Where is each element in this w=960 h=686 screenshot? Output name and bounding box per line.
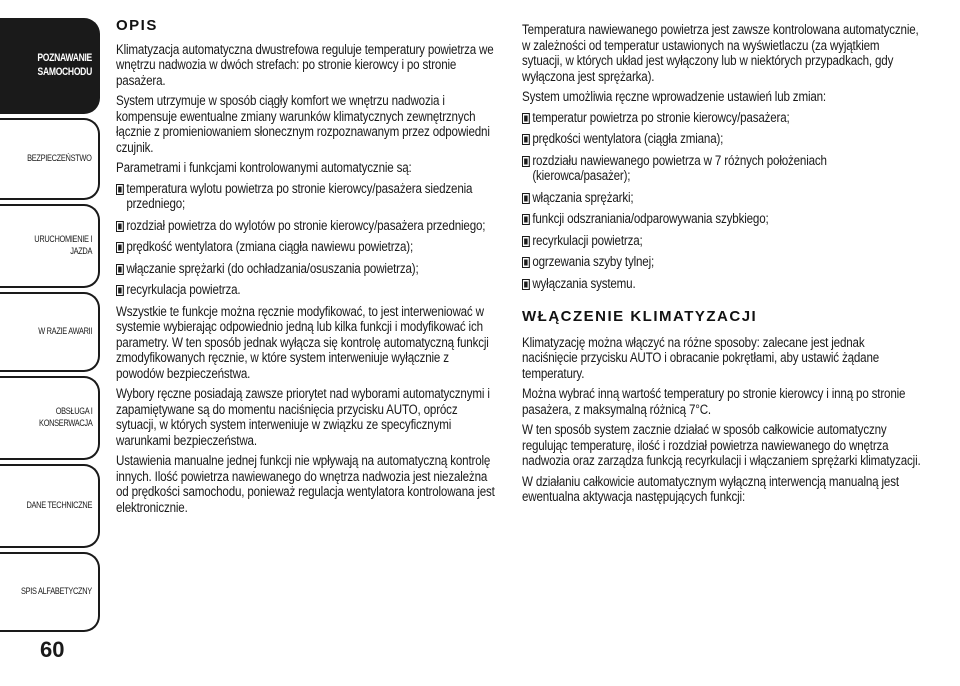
paragraph: Wybory ręczne posiadają zawsze priorytet nad wyborami automatycznymi i zapamiętywane są do momentu naciśnięcia przycisku AUTO, oprócz sytuacji, w których system interweniuje w związku ze specyficznymi warunkami bezpieczeństwa. <box>116 386 490 448</box>
paragraph: System utrzymuje w sposób ciągły komfort we wnętrzu nadwozia i kompensuje ewentualne zmiany warunków klimatycznych zewnętrznych łącznie z promieniowaniem słonecznym rozpoznawanym przez odpowiedni czujnik. <box>116 93 490 155</box>
tab-w-razie-awarii[interactable] <box>0 292 100 372</box>
tab-obsluga-i-konserwacja[interactable] <box>0 376 100 460</box>
paragraph: Wszystkie te funkcje można ręcznie modyfikować, to jest interweniować w systemie wybierając odpowiednio jedną lub kilka funkcji i modyfikować ich parametry. W ten sposób jednak wyłącza się kontrolę automatyczną funkcji zmodyfikowanych ręcznie, w które system interweniuje wyłącznie z powodów bezpieczeństwa. <box>116 303 489 381</box>
tab-uruchomienie-i-jazda[interactable] <box>0 204 100 288</box>
tab-label: URUCHOMIENIE I JAZDA <box>34 234 92 257</box>
section-heading-wlaczenie-klimatyzacji: WŁĄCZENIE KLIMATYZACJI <box>522 308 758 325</box>
paragraph: Ustawienia manualne jednej funkcji nie wpływają na automatyczną kontrolę innych. Ilość powietrza nawiewanego do wnętrza nadwozia jest niezależna od prędkości samochodu, ponieważ regulacja wentylatora kontrolowana jest elektronicznie. <box>116 453 495 515</box>
tab-spis-alfabetyczny[interactable] <box>0 552 100 632</box>
tab-poznawanie-samochodu[interactable] <box>0 18 100 114</box>
list-item: prędkości wentylatora (ciągła zmiana); <box>522 131 921 147</box>
list-item: ogrzewania szyby tylnej; <box>522 254 921 270</box>
manual-settings-list <box>522 110 922 292</box>
paragraph: W ten sposób system zacznie działać w sposób całkowicie automatyczny regulując temperaturę, ilość i rozdział powietrza nawiewanego do wnętrza nadwozia oraz zarządza funkcją recyrkulacji i włączaniem sprężarki klimatyzacji. <box>522 422 921 468</box>
tab-dane-techniczne[interactable] <box>0 464 100 548</box>
paragraph: Klimatyzację można włączyć na różne sposoby: zalecane jest jednak naciśnięcie przycisku AUTO i obracanie pokrętłami, aby ustawić żądane temperatury. <box>522 334 880 381</box>
tab-label: DANE TECHNICZNE <box>26 500 92 512</box>
auto-functions-list <box>116 181 496 298</box>
paragraph: Temperatura nawiewanego powietrza jest zawsze kontrolowana automatycznie, w zależności od temperatur ustawionych na wyświetlaczu (za wyjątkiem sytuacji, w których układ jest wyłączony lub w niektórych przypadkach, gdy wyłączona jest sprężarka). <box>522 22 919 84</box>
tab-bezpieczenstwo[interactable] <box>0 118 100 200</box>
list-item: rozdział powietrza do wylotów po stronie kierowcy/pasażera przedniego; <box>116 218 495 234</box>
list-item: funkcji odszraniania/odparowywania szybkiego; <box>522 211 921 227</box>
tab-label: BEZPIECZEŃSTWO <box>27 153 92 165</box>
tab-label: POZNAWANIE SAMOCHODU <box>37 52 92 78</box>
left-column <box>116 18 496 520</box>
paragraph: Klimatyzacja automatyczna dwustrefowa reguluje temperatury powietrza we wnętrzu nadwozia w dwóch strefach: po stronie kierowcy i po stronie pasażera. <box>116 41 494 88</box>
list-item: rozdziału nawiewanego powietrza w 7 różnych położeniach (kierowca/pasażer); <box>522 153 921 184</box>
paragraph: Można wybrać inną wartość temperatury po stronie kierowcy i inną po stronie pasażera, z maksymalną różnicą 7°C. <box>522 386 906 417</box>
tab-label: W RAZIE AWARII <box>38 326 92 338</box>
list-item: recyrkulacja powietrza. <box>116 282 495 298</box>
list-item: temperatura wylotu powietrza po stronie kierowcy/pasażera siedzenia przedniego; <box>116 181 495 212</box>
paragraph: System umożliwia ręczne wprowadzenie ustawień lub zmian: <box>522 89 826 104</box>
paragraph: W działaniu całkowicie automatycznym wyłączną interwencją manualną jest ewentualna aktywacja następujących funkcji: <box>522 473 899 504</box>
tab-label: OBSŁUGA I KONSERWACJA <box>38 406 92 429</box>
page-number: 60 <box>40 637 65 662</box>
list-item: wyłączania systemu. <box>522 276 921 292</box>
list-item: prędkość wentylatora (zmiana ciągła nawiewu powietrza); <box>116 239 495 255</box>
list-item: włączanie sprężarki (do ochładzania/osuszania powietrza); <box>116 261 495 277</box>
list-item: temperatur powietrza po stronie kierowcy/pasażera; <box>522 110 921 126</box>
right-column <box>522 22 922 510</box>
tab-label: SPIS ALFABETYCZNY <box>21 586 92 598</box>
list-item: włączania sprężarki; <box>522 190 921 206</box>
section-heading-opis: OPIS <box>116 17 158 34</box>
paragraph: Parametrami i funkcjami kontrolowanymi automatycznie są: <box>116 160 412 175</box>
list-item: recyrkulacji powietrza; <box>522 233 921 249</box>
chapter-sidebar <box>0 0 100 686</box>
